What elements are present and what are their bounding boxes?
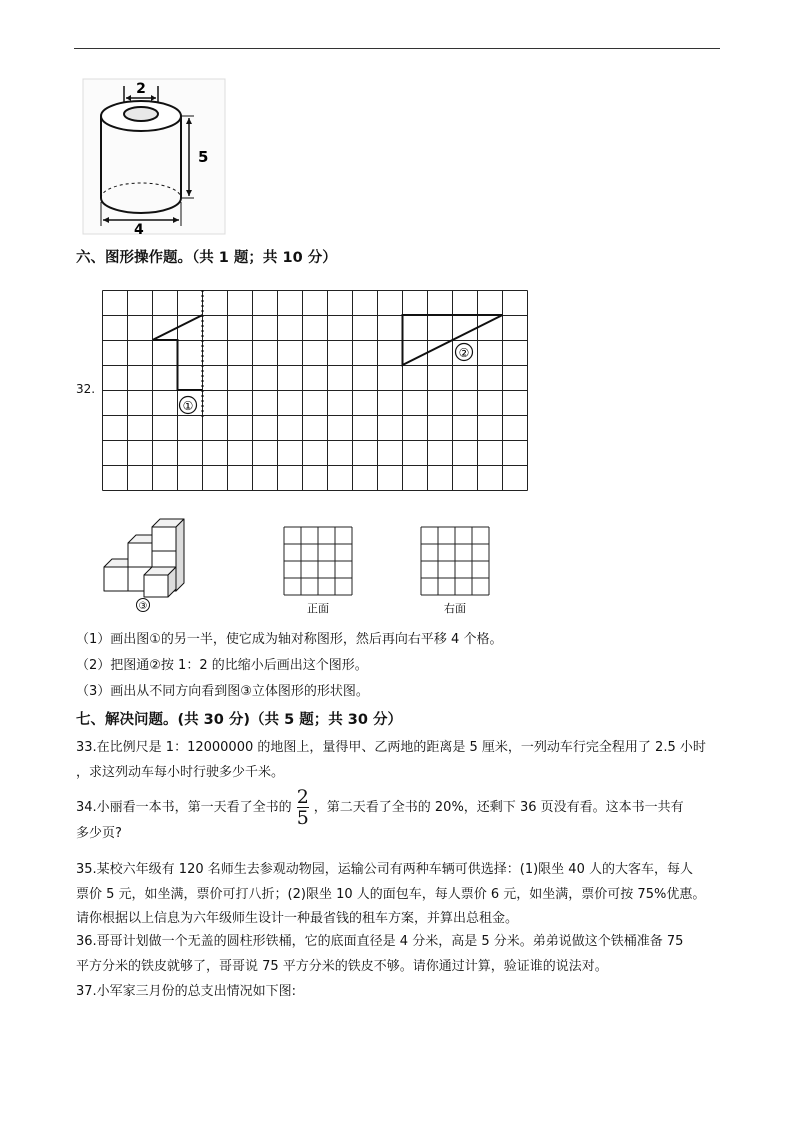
question-33 bbox=[76, 736, 726, 785]
q34-fraction bbox=[297, 788, 309, 827]
fraction-denominator: 5 bbox=[296, 807, 309, 829]
right-view-grid bbox=[419, 525, 493, 617]
q32-number: 32. bbox=[76, 382, 96, 396]
question-34 bbox=[76, 788, 726, 847]
q34-line-2: 多少页? bbox=[76, 826, 122, 841]
q33-line-1: 33.在比例尺是 1：12000000 的地图上，量得甲、乙两地的距离是 5 厘米，一列动车行完全程用了 2.5 小时 bbox=[76, 740, 706, 755]
q36-line-1: 36.哥哥计划做一个无盖的圆柱形铁桶，它的底面直径是 4 分米，高是 5 分米。弟弟说做这个铁桶准备 75 bbox=[76, 934, 684, 949]
question-36 bbox=[76, 930, 726, 979]
figure-2-label bbox=[456, 344, 473, 361]
front-view-grid bbox=[282, 525, 356, 617]
q32-item-2: （2）把图通②按 1：2 的比缩小后画出这个图形。 bbox=[76, 658, 368, 673]
cylinder-bottom-label: 4 bbox=[134, 222, 144, 236]
section6-title: 六、图形操作题。（共 1 题；共 10 分） bbox=[76, 250, 337, 266]
figure-1-label bbox=[180, 397, 197, 414]
q34-text-before: 34.小丽看一本书，第一天看了全书的 bbox=[76, 800, 292, 815]
q34-text-after: ，第二天看了全书的 20%，还剩下 36 页没有看。这本书一共有 bbox=[313, 800, 684, 815]
cylinder-side-label: 5 bbox=[198, 148, 209, 166]
cylinder-figure bbox=[82, 78, 227, 236]
fraction-numerator: 2 bbox=[296, 786, 309, 808]
question-37 bbox=[76, 980, 726, 1005]
q32-item-1: （1）画出图①的另一半，使它成为轴对称图形，然后再向右平移 4 个格。 bbox=[76, 632, 503, 647]
front-view-label: 正面 bbox=[307, 602, 329, 615]
q35-line-2: 票价 5 元，如坐满，票价可打八折；(2)限坐 10 人的面包车，每人票价 6 元，如坐满，票价可按 75%优惠。 bbox=[76, 886, 706, 902]
q32-grid bbox=[100, 288, 530, 494]
section7-title: 七、解决问题。(共 30 分)（共 5 题；共 30 分） bbox=[76, 712, 402, 728]
grid-lines bbox=[103, 291, 528, 491]
q32-item-3: （3）画出从不同方向看到图③立体图形的形状图。 bbox=[76, 684, 369, 699]
svg-text:②: ② bbox=[458, 346, 470, 360]
svg-text:①: ① bbox=[182, 399, 194, 413]
q36-line-2: 平方分米的铁皮就够了，哥哥说 75 平方分米的铁皮不够。请你通过计算，验证谁的说法对。 bbox=[76, 958, 608, 974]
cylinder-top-label: 2 bbox=[136, 81, 146, 97]
question-35 bbox=[76, 858, 726, 932]
q35-line-3: 请你根据以上信息为六年级师生设计一种最省钱的租车方案，并算出总租金。 bbox=[76, 911, 519, 926]
figure-3-label bbox=[137, 599, 150, 613]
header-rule bbox=[74, 48, 720, 49]
q37-line-1: 37.小军家三月份的总支出情况如下图: bbox=[76, 984, 297, 999]
figure-3-cubes bbox=[100, 515, 186, 615]
right-view-label: 右面 bbox=[444, 602, 466, 615]
q33-line-2: ，求这列动车每小时行驶多少千米。 bbox=[76, 764, 285, 780]
svg-text:③: ③ bbox=[138, 601, 148, 612]
q35-line-1: 35.某校六年级有 120 名师生去参观动物园，运输公司有两种车辆可供选择：(1)限坐 40 人的大客车，每人 bbox=[76, 862, 693, 877]
